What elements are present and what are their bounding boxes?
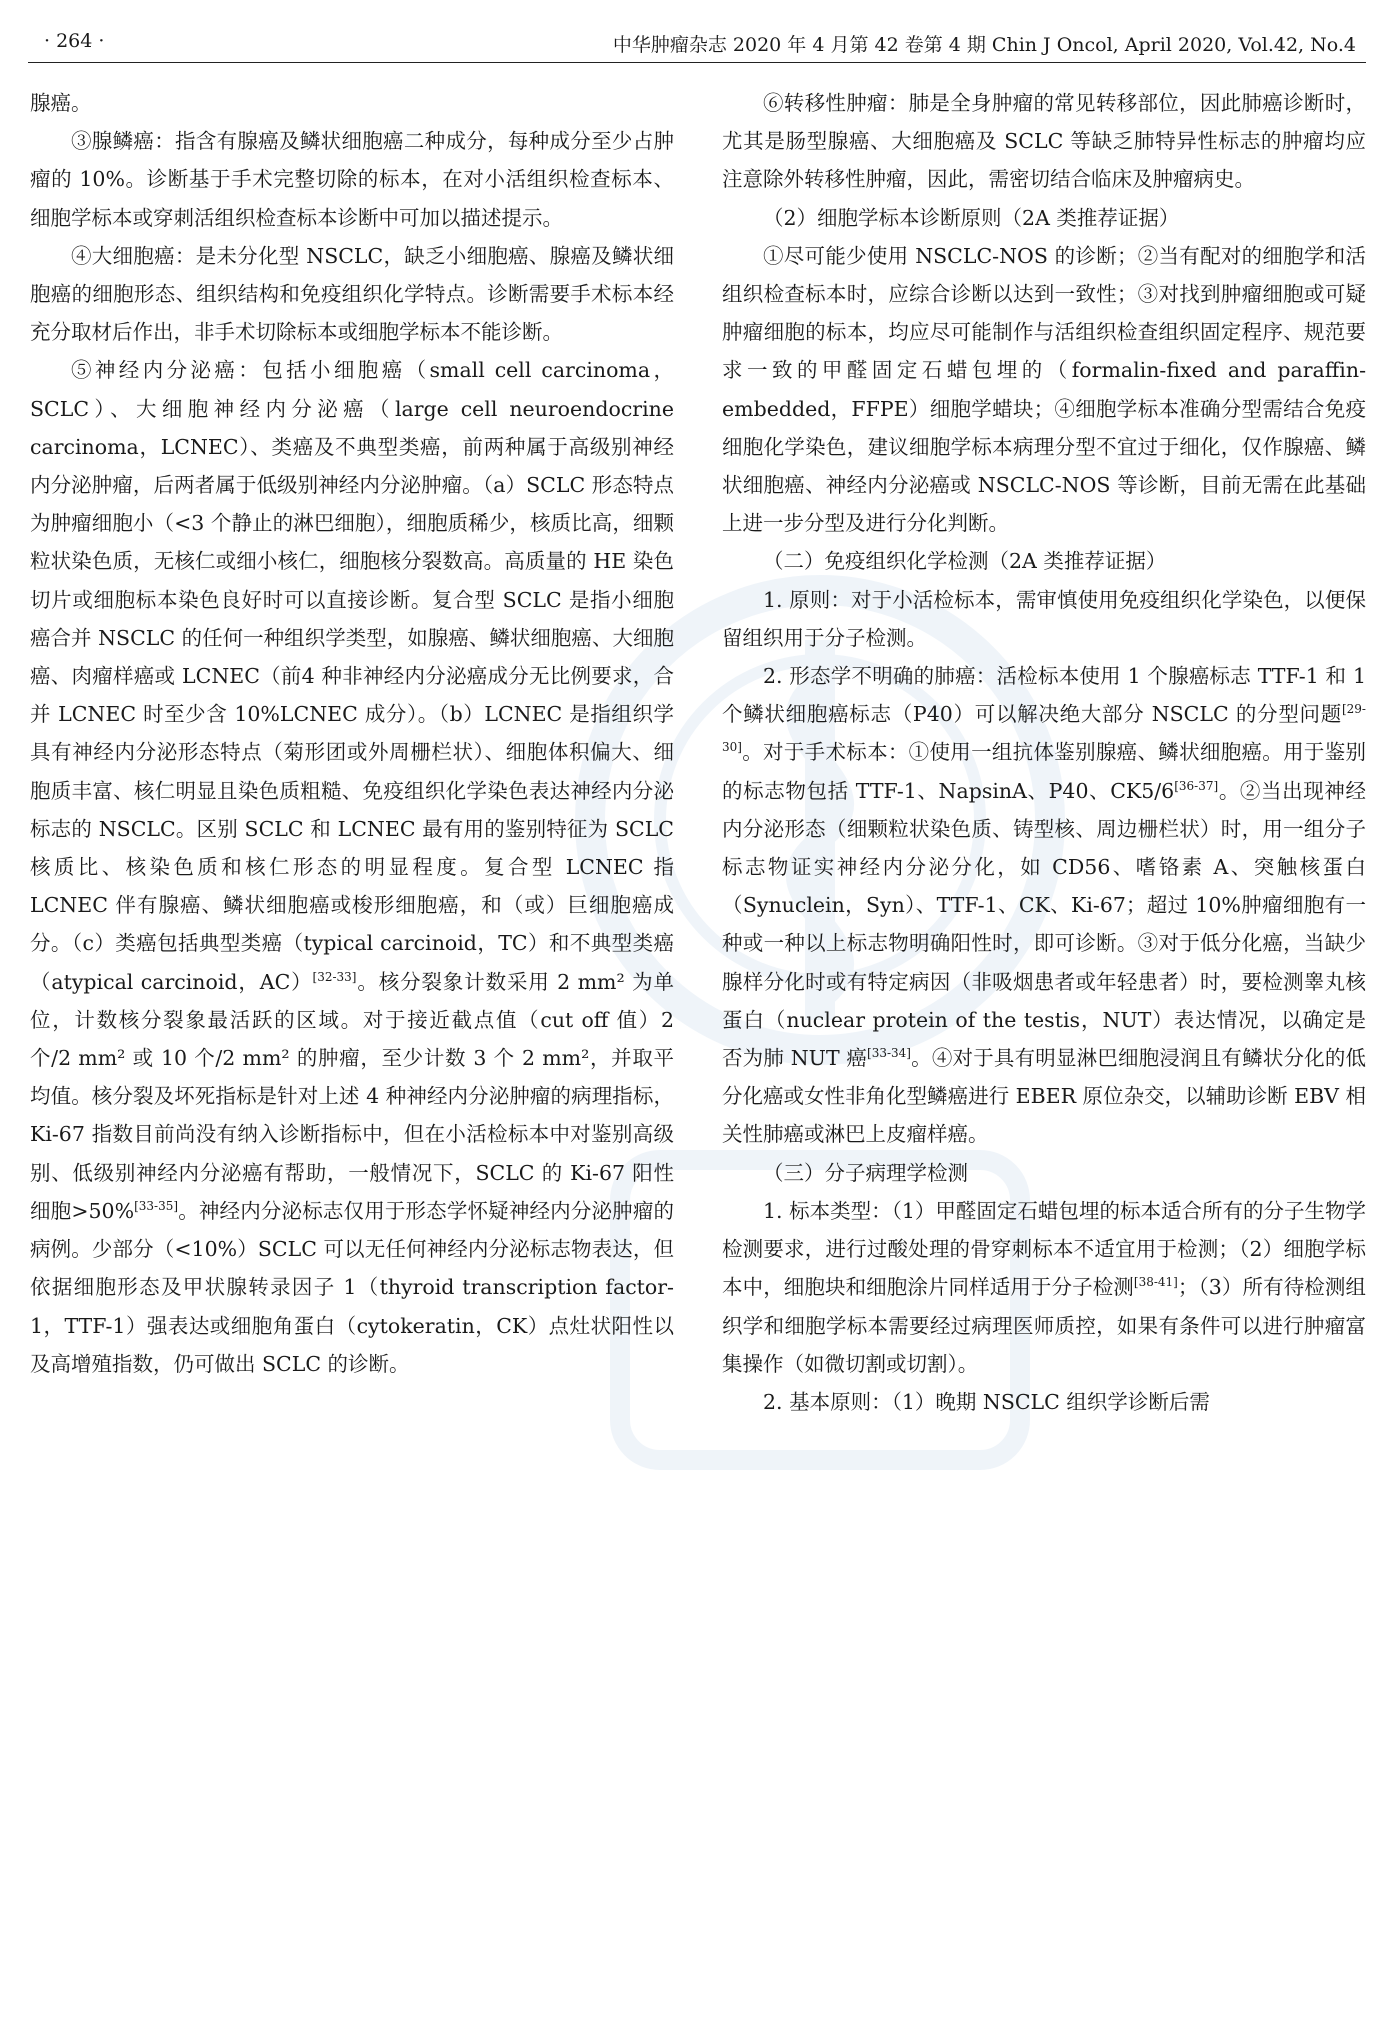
left-paragraph	[30, 351, 674, 1382]
right-paragraph	[722, 237, 1366, 543]
right-text: 1. 标本类型：（1）甲醛固定石蜡包埋的标本适合所有的分子生物学检测要求，进行过酸处理的骨穿刺标本不适宜用于检测；（2）细胞学标本中，细胞块和细胞涂片同样适用于分子检测	[722, 1198, 1366, 1300]
left-column	[30, 84, 674, 1383]
left-text: 腺癌。	[30, 91, 92, 115]
right-text: ；（3）所有待检测组织学和细胞学标本需要经过病理医师质控，如果有条件可以进行肿瘤富集操作（如微切割或切割）。	[722, 1275, 1367, 1376]
right-text: （二）免疫组织化学检测（2A 类推荐证据）	[763, 549, 1167, 574]
right-text: 。④对于具有明显淋巴细胞浸润且有鳞状分化的低分化癌或女性非角化型鳞癌进行 EBER 原位杂交，以辅助诊断 EBV 相关性肺癌或淋巴上皮瘤样癌。	[722, 1046, 1366, 1147]
right-text: 。对于手术标本：①使用一组抗体鉴别腺癌、鳞状细胞癌。用于鉴别的标志物包括 TTF-1、NapsinA、P40、CK5/6	[722, 740, 1366, 803]
right-paragraph	[722, 1192, 1366, 1383]
right-text: （三）分子病理学检测	[763, 1160, 968, 1185]
citation-ref: [36-37]	[1174, 778, 1219, 793]
right-text: （2）细胞学标本诊断原则（2A 类推荐证据）	[763, 205, 1180, 230]
citation-ref: [33-35]	[134, 1199, 179, 1214]
left-text: ⑤神经内分泌癌：包括小细胞癌（small cell carcinoma，SCLC）、大细胞神经内分泌癌（large cell neuroendocrine carcinoma，LCNEC）、类癌及不典型类癌，前两种属于高级别神经内分泌肿瘤，后两者属于低级别神经内分泌肿瘤。（a）SCLC 形态特点为肿瘤细胞小（<3 个静止的淋巴细胞），细胞质稀少，核质比高，细颗粒状染色质，无核仁或细小核仁，细胞核分裂数高。高质量的 HE 染色切片或细胞标本染色良好时可以直接诊断。复合型 SCLC 是指小细胞癌合并 NSCLC 的任何一种组织学类型，如腺癌、鳞状细胞癌、大细胞癌、肉瘤样癌或 LCNEC（前4 种非神经内分泌癌成分无比例要求，合并 LCNEC 时至少含 10%LCNEC 成分）。（b）LCNEC 是指组织学具有神经内分泌形态特点（菊形团或外周栅栏状）、细胞体积偏大、细胞质丰富、核仁明显且染色质粗糙、免疫组织化学染色表达神经内分泌标志的 NSCLC。区别 SCLC 和 LCNEC 最有用的鉴别特征为 SCLC 核质比、核染色质和核仁形态的明显程度。复合型 LCNEC 指 LCNEC 伴有腺癌、鳞状细胞癌或梭形细胞癌，和（或）巨细胞癌成分。（c）类癌包括典型类癌（typical carcinoid，TC）和不典型类癌（atypical carcinoid，AC）	[30, 358, 674, 994]
right-paragraph	[722, 581, 1366, 657]
right-text: 2. 形态学不明确的肺癌：活检标本使用 1 个腺癌标志 TTF-1 和 1 个鳞状细胞癌标志（P40）可以解决绝大部分 NSCLC 的分型问题	[722, 664, 1366, 727]
right-column	[722, 84, 1366, 1421]
right-paragraph	[722, 84, 1366, 199]
citation-ref: [33-34]	[867, 1046, 911, 1061]
left-text: 。核分裂象计数采用 2 mm² 为单位，计数核分裂象最活跃的区域。对于接近截点值（cut off 值）2 个/2 mm² 或 10 个/2 mm² 的肿瘤，至少计数 3 个 2 mm²，并取平均值。核分裂及坏死指标是针对上述 4 种神经内分泌肿瘤的病理指标，Ki-67 指数目前尚没有纳入诊断指标中，但在小活检标本中对鉴别高级别、低级别神经内分泌癌有帮助，一般情况下，SCLC 的 Ki-67 阳性细胞>50%	[30, 969, 674, 1223]
right-paragraph	[722, 657, 1366, 1154]
left-paragraph	[30, 84, 674, 122]
citation-ref: [32-33]	[312, 969, 357, 984]
right-text: ①尽可能少使用 NSCLC-NOS 的诊断；②当有配对的细胞学和活组织检查标本时，应综合诊断以达到一致性；③对找到肿瘤细胞或可疑肿瘤细胞的标本，均应尽可能制作与活组织检查组织固定程序、规范要求一致的甲醛固定石蜡包埋的（formalin-fixed and paraffin-embedded，FFPE）细胞学蜡块；④细胞学标本准确分型需结合免疫细胞化学染色，建议细胞学标本病理分型不宜过于细化，仅作腺癌、鳞状细胞癌、神经内分泌癌或 NSCLC-NOS 等诊断，目前无需在此基础上进一步分型及进行分化判断。	[722, 243, 1366, 536]
right-text: ⑥转移性肿瘤：肺是全身肿瘤的常见转移部位，因此肺癌诊断时，尤其是肠型腺癌、大细胞癌及 SCLC 等缺乏肺特异性标志的肿瘤均应注意除外转移性肿瘤，因此，需密切结合临床及肿瘤病史。	[722, 91, 1366, 192]
left-text: 。神经内分泌标志仅用于形态学怀疑神经内分泌肿瘤的病例。少部分（<10%）SCLC 可以无任何神经内分泌标志物表达，但依据细胞形态及甲状腺转录因子 1（thyroid transcription factor-1，TTF-1）强表达或细胞角蛋白（cytokeratin，CK）点灶状阳性以及高增殖指数，仍可做出 SCLC 的诊断。	[30, 1198, 674, 1376]
left-paragraph	[30, 237, 674, 352]
running-header	[0, 24, 1394, 60]
citation-ref: [29-30]	[722, 702, 1366, 755]
left-paragraph	[30, 122, 674, 237]
right-text: 。②当出现神经内分泌形态（细颗粒状染色质、铸型核、周边栅栏状）时，用一组分子标志物证实神经内分泌分化，如 CD56、嗜铬素 A、突触核蛋白（Synuclein，Syn）、TTF-1、CK、Ki-67；超过 10%肿瘤细胞有一种或一种以上标志物明确阳性时，即可诊断。③对于低分化癌，当缺少腺样分化时或有特定病因（非吸烟患者或年轻患者）时，要检测睾丸核蛋白（nuclear protein of the testis，NUT）表达情况，以确定是否为肺 NUT 癌	[722, 778, 1366, 1071]
right-paragraph	[722, 1383, 1366, 1421]
right-text: 2. 基本原则：（1）晚期 NSCLC 组织学诊断后需	[763, 1389, 1210, 1414]
right-paragraph	[722, 1154, 1366, 1192]
page-number: · 264 ·	[44, 30, 105, 52]
left-text: ③腺鳞癌：指含有腺癌及鳞状细胞癌二种成分，每种成分至少占肿瘤的 10%。诊断基于手术完整切除的标本，在对小活组织检查标本、细胞学标本或穿刺活组织检查标本诊断中可加以描述提示。	[30, 129, 674, 230]
journal-citation: 中华肿瘤杂志 2020 年 4 月第 42 卷第 4 期 Chin J Oncol, April 2020, Vol.42, No.4	[612, 34, 1356, 56]
left-text: ④大细胞癌：是未分化型 NSCLC，缺乏小细胞癌、腺癌及鳞状细胞癌的细胞形态、组织结构和免疫组织化学特点。诊断需要手术标本经充分取材后作出，非手术切除标本或细胞学标本不能诊断。	[30, 243, 674, 345]
right-text: 1. 原则：对于小活检标本，需审慎使用免疫组织化学染色，以便保留组织用于分子检测。	[722, 587, 1366, 650]
right-paragraph	[722, 542, 1366, 580]
header-rule	[28, 62, 1366, 63]
citation-ref: [38-41]	[1133, 1275, 1178, 1290]
right-paragraph	[722, 199, 1366, 237]
